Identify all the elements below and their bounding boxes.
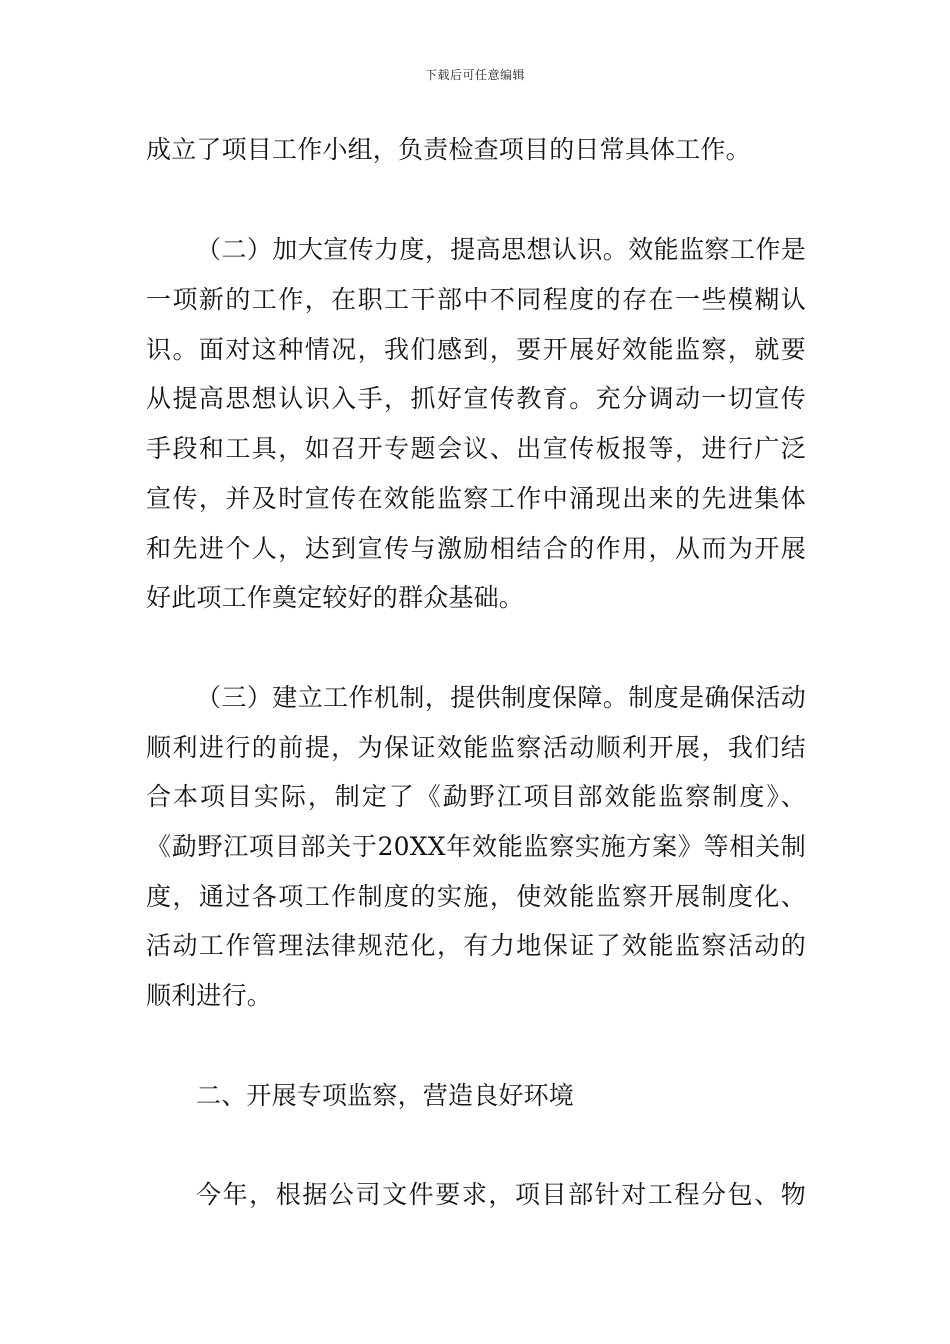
paragraph-line: 今年，根据公司文件要求，项目部针对工程分包、物 bbox=[196, 1180, 806, 1209]
paragraph-line: 顺利进行的前提，为保证效能监察活动顺利开展，我们结 bbox=[146, 733, 806, 762]
page-header: 下载后可任意编辑 bbox=[424, 68, 525, 82]
paragraph-line: 度，通过各项工作制度的实施，使效能监察开展制度化、 bbox=[146, 882, 806, 911]
paragraph-line: 手段和工具，如召开专题会议、出宣传板报等，进行广泛 bbox=[146, 434, 806, 463]
paragraph-line: 和先进个人，达到宣传与激励相结合的作用，从而为开展 bbox=[146, 534, 806, 563]
paragraph-line: 好此项工作奠定较好的群众基础。 bbox=[146, 583, 525, 612]
paragraph-line: 从提高思想认识入手，抓好宣传教育。充分调动一切宣传 bbox=[146, 384, 806, 413]
section-heading: 二、开展专项监察，营造良好环境 bbox=[196, 1081, 575, 1110]
paragraph-line: 顺利进行。 bbox=[146, 981, 273, 1010]
paragraph-line: 活动工作管理法律规范化，有力地保证了效能监察活动的 bbox=[146, 931, 806, 960]
paragraph-line: 宣传，并及时宣传在效能监察工作中涌现出来的先进集体 bbox=[146, 484, 806, 513]
paragraph-line: 识。面对这种情况，我们感到，要开展好效能监察，就要 bbox=[146, 335, 806, 364]
paragraph-line: 合本项目实际，制定了《勐野江项目部效能监察制度》、 bbox=[146, 782, 806, 811]
paragraph-line: （三）建立工作机制，提供制度保障。制度是确保活动 bbox=[196, 683, 806, 712]
paragraph-line: 《勐野江项目部关于20XX年效能监察实施方案》等相关制 bbox=[146, 832, 806, 861]
paragraph-line: （二）加大宣传力度，提高思想认识。效能监察工作是 bbox=[196, 235, 806, 264]
paragraph-line: 成立了项目工作小组，负责检查项目的日常具体工作。 bbox=[146, 135, 751, 164]
paragraph-line: 一项新的工作，在职工干部中不同程度的存在一些模糊认 bbox=[146, 285, 806, 314]
